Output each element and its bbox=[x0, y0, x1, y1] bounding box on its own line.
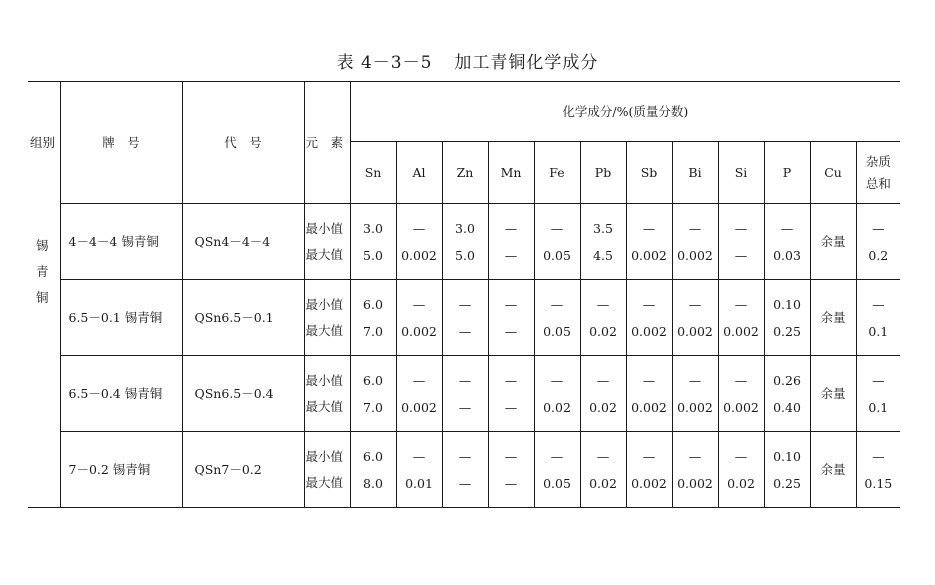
header-element-al: Al bbox=[396, 142, 442, 204]
max-value: 0.25 bbox=[773, 475, 801, 491]
value-cell-p bbox=[764, 356, 810, 432]
value-cell-bi bbox=[672, 204, 718, 280]
min-value: — bbox=[734, 296, 748, 312]
max-value: 0.05 bbox=[543, 247, 571, 263]
group-char: 青 bbox=[36, 264, 49, 280]
min-value: — bbox=[550, 372, 564, 388]
min-value: — bbox=[642, 448, 656, 464]
code-cell: QSn6.5－0.1 bbox=[182, 280, 304, 356]
value-cell-impurity bbox=[856, 204, 900, 280]
group-char: 锡 bbox=[36, 238, 49, 254]
max-label: 最大值 bbox=[305, 474, 344, 490]
max-value: 0.01 bbox=[405, 475, 433, 491]
value-cell-zn bbox=[442, 280, 488, 356]
max-label: 最大值 bbox=[305, 398, 344, 414]
value-cell-sn bbox=[350, 356, 396, 432]
value-cell-pb bbox=[580, 432, 626, 508]
max-value: 5.0 bbox=[363, 247, 383, 263]
max-value: 0.40 bbox=[773, 399, 801, 415]
value-cell-fe bbox=[534, 280, 580, 356]
value-cell-p bbox=[764, 432, 810, 508]
max-value: 0.03 bbox=[773, 247, 801, 263]
max-label: 最大值 bbox=[305, 246, 344, 262]
table-title bbox=[0, 48, 935, 73]
value-cell-mn bbox=[488, 356, 534, 432]
grade-cell: 6.5－0.1 锡青铜 bbox=[60, 280, 182, 356]
header-element-sn: Sn bbox=[350, 142, 396, 204]
max-value: — bbox=[458, 399, 472, 415]
min-value: — bbox=[504, 296, 518, 312]
header-element-sb: Sb bbox=[626, 142, 672, 204]
value-cell-sn bbox=[350, 204, 396, 280]
value-cell-zn bbox=[442, 432, 488, 508]
min-value: — bbox=[642, 296, 656, 312]
max-value: 0.002 bbox=[401, 323, 437, 339]
max-value: 0.05 bbox=[543, 323, 571, 339]
min-value: — bbox=[458, 448, 472, 464]
min-value: — bbox=[688, 296, 702, 312]
min-value: — bbox=[780, 220, 794, 236]
value-cell-si bbox=[718, 204, 764, 280]
min-label: 最小值 bbox=[305, 220, 344, 236]
value-cell-si bbox=[718, 280, 764, 356]
max-value: 0.002 bbox=[401, 247, 437, 263]
min-value: 3.5 bbox=[593, 220, 613, 236]
header-code: 代 号 bbox=[182, 82, 304, 204]
value-cell-p bbox=[764, 280, 810, 356]
max-value: 7.0 bbox=[363, 399, 383, 415]
value-cell-bi bbox=[672, 432, 718, 508]
element-label-cell bbox=[304, 356, 350, 432]
value-cell-sn bbox=[350, 432, 396, 508]
max-value: 0.002 bbox=[401, 399, 437, 415]
header-element-p: P bbox=[764, 142, 810, 204]
value-cell-pb bbox=[580, 204, 626, 280]
value-cell-al bbox=[396, 356, 442, 432]
max-value: 0.002 bbox=[631, 247, 667, 263]
min-value: — bbox=[688, 220, 702, 236]
table-number: 表 4－3－5 bbox=[336, 53, 433, 73]
max-value: — bbox=[504, 323, 518, 339]
impurity-max: 0.1 bbox=[868, 323, 889, 339]
value-cell-al bbox=[396, 280, 442, 356]
value-cell-cu: 余量 bbox=[810, 204, 856, 280]
min-value: 6.0 bbox=[363, 372, 383, 388]
min-value: 0.26 bbox=[773, 372, 801, 388]
element-label-cell bbox=[304, 280, 350, 356]
value-cell-mn bbox=[488, 204, 534, 280]
element-label-cell bbox=[304, 432, 350, 508]
impurity-max: 0.15 bbox=[864, 475, 893, 491]
header-element-bi: Bi bbox=[672, 142, 718, 204]
table-row bbox=[28, 204, 900, 280]
max-value: 0.05 bbox=[543, 475, 571, 491]
min-value: — bbox=[550, 220, 564, 236]
value-cell-sb bbox=[626, 432, 672, 508]
impurity-min: — bbox=[872, 296, 885, 312]
min-value: 3.0 bbox=[363, 220, 383, 236]
impurity-min: — bbox=[872, 448, 885, 464]
min-value: 6.0 bbox=[363, 296, 383, 312]
table-row bbox=[28, 432, 900, 508]
max-value: 0.002 bbox=[723, 323, 759, 339]
impurity-max: 0.1 bbox=[868, 399, 889, 415]
max-value: 0.02 bbox=[589, 475, 617, 491]
impurity-max: 0.2 bbox=[868, 247, 889, 263]
value-cell-pb bbox=[580, 280, 626, 356]
value-cell-sb bbox=[626, 356, 672, 432]
min-label: 最小值 bbox=[305, 448, 344, 464]
max-value: 0.02 bbox=[727, 475, 755, 491]
min-value: — bbox=[504, 372, 518, 388]
min-value: 0.10 bbox=[773, 448, 801, 464]
value-cell-al bbox=[396, 204, 442, 280]
min-value: — bbox=[458, 296, 472, 312]
max-value: 0.002 bbox=[677, 247, 713, 263]
max-value: 0.002 bbox=[723, 399, 759, 415]
max-value: 8.0 bbox=[363, 475, 383, 491]
value-cell-si bbox=[718, 356, 764, 432]
max-value: — bbox=[458, 323, 472, 339]
header-impurity-line1: 杂质 bbox=[865, 153, 891, 169]
max-value: 0.002 bbox=[631, 399, 667, 415]
value-cell-impurity bbox=[856, 432, 900, 508]
max-value: 5.0 bbox=[455, 247, 475, 263]
min-value: — bbox=[688, 448, 702, 464]
max-value: — bbox=[504, 247, 518, 263]
value-cell-si bbox=[718, 432, 764, 508]
table-caption: 加工青铜化学成分 bbox=[454, 53, 599, 73]
max-value: 0.002 bbox=[631, 323, 667, 339]
group-tin-bronze bbox=[28, 204, 60, 508]
value-cell-bi bbox=[672, 356, 718, 432]
grade-cell: 7－0.2 锡青铜 bbox=[60, 432, 182, 508]
header-composition: 化学成分/%(质量分数) bbox=[350, 82, 900, 142]
value-cell-p bbox=[764, 204, 810, 280]
max-value: — bbox=[504, 399, 518, 415]
value-cell-zn bbox=[442, 204, 488, 280]
table-row bbox=[28, 356, 900, 432]
max-value: 0.02 bbox=[543, 399, 571, 415]
grade-cell: 6.5－0.4 锡青铜 bbox=[60, 356, 182, 432]
min-value: — bbox=[458, 372, 472, 388]
max-value: — bbox=[458, 475, 472, 491]
value-cell-bi bbox=[672, 280, 718, 356]
value-cell-impurity bbox=[856, 280, 900, 356]
header-element-zn: Zn bbox=[442, 142, 488, 204]
min-value: 0.10 bbox=[773, 296, 801, 312]
max-value: — bbox=[734, 247, 748, 263]
grade-cell: 4－4－4 锡青铜 bbox=[60, 204, 182, 280]
value-cell-zn bbox=[442, 356, 488, 432]
value-cell-cu: 余量 bbox=[810, 432, 856, 508]
min-value: — bbox=[734, 220, 748, 236]
value-cell-sn bbox=[350, 280, 396, 356]
min-value: — bbox=[412, 372, 426, 388]
header-element-si: Si bbox=[718, 142, 764, 204]
value-cell-fe bbox=[534, 356, 580, 432]
impurity-min: — bbox=[872, 220, 885, 236]
min-value: — bbox=[734, 448, 748, 464]
value-cell-mn bbox=[488, 432, 534, 508]
header-element: 元 素 bbox=[304, 82, 350, 204]
header-impurity-line2: 总和 bbox=[865, 175, 891, 191]
header-element-fe: Fe bbox=[534, 142, 580, 204]
code-cell: QSn6.5－0.4 bbox=[182, 356, 304, 432]
header-element-cu: Cu bbox=[810, 142, 856, 204]
min-value: — bbox=[504, 448, 518, 464]
header-element-pb: Pb bbox=[580, 142, 626, 204]
header-impurity bbox=[856, 142, 900, 204]
min-value: — bbox=[642, 220, 656, 236]
min-value: 3.0 bbox=[455, 220, 475, 236]
value-cell-fe bbox=[534, 432, 580, 508]
min-value: — bbox=[550, 448, 564, 464]
max-value: 0.002 bbox=[677, 399, 713, 415]
code-cell: QSn4－4－4 bbox=[182, 204, 304, 280]
value-cell-impurity bbox=[856, 356, 900, 432]
max-value: 0.25 bbox=[773, 323, 801, 339]
max-value: 4.5 bbox=[593, 247, 613, 263]
max-value: 7.0 bbox=[363, 323, 383, 339]
min-value: — bbox=[412, 296, 426, 312]
value-cell-fe bbox=[534, 204, 580, 280]
max-value: 0.002 bbox=[631, 475, 667, 491]
max-value: — bbox=[504, 475, 518, 491]
header-group: 组别 bbox=[28, 82, 60, 204]
max-value: 0.02 bbox=[589, 399, 617, 415]
min-value: — bbox=[504, 220, 518, 236]
min-value: — bbox=[642, 372, 656, 388]
min-label: 最小值 bbox=[305, 296, 344, 312]
value-cell-cu: 余量 bbox=[810, 280, 856, 356]
min-value: — bbox=[688, 372, 702, 388]
max-value: 0.002 bbox=[677, 475, 713, 491]
header-element-mn: Mn bbox=[488, 142, 534, 204]
min-value: 6.0 bbox=[363, 448, 383, 464]
max-value: 0.002 bbox=[677, 323, 713, 339]
table-row bbox=[28, 280, 900, 356]
min-value: — bbox=[412, 448, 426, 464]
composition-table bbox=[28, 81, 900, 508]
element-label-cell bbox=[304, 204, 350, 280]
value-cell-sb bbox=[626, 204, 672, 280]
max-label: 最大值 bbox=[305, 322, 344, 338]
value-cell-cu: 余量 bbox=[810, 356, 856, 432]
impurity-min: — bbox=[872, 372, 885, 388]
header-grade: 牌 号 bbox=[60, 82, 182, 204]
min-value: — bbox=[596, 372, 610, 388]
value-cell-mn bbox=[488, 280, 534, 356]
min-value: — bbox=[596, 296, 610, 312]
min-value: — bbox=[412, 220, 426, 236]
min-label: 最小值 bbox=[305, 372, 344, 388]
code-cell: QSn7－0.2 bbox=[182, 432, 304, 508]
min-value: — bbox=[596, 448, 610, 464]
value-cell-sb bbox=[626, 280, 672, 356]
value-cell-pb bbox=[580, 356, 626, 432]
min-value: — bbox=[734, 372, 748, 388]
max-value: 0.02 bbox=[589, 323, 617, 339]
value-cell-al bbox=[396, 432, 442, 508]
group-char: 铜 bbox=[36, 290, 49, 306]
min-value: — bbox=[550, 296, 564, 312]
